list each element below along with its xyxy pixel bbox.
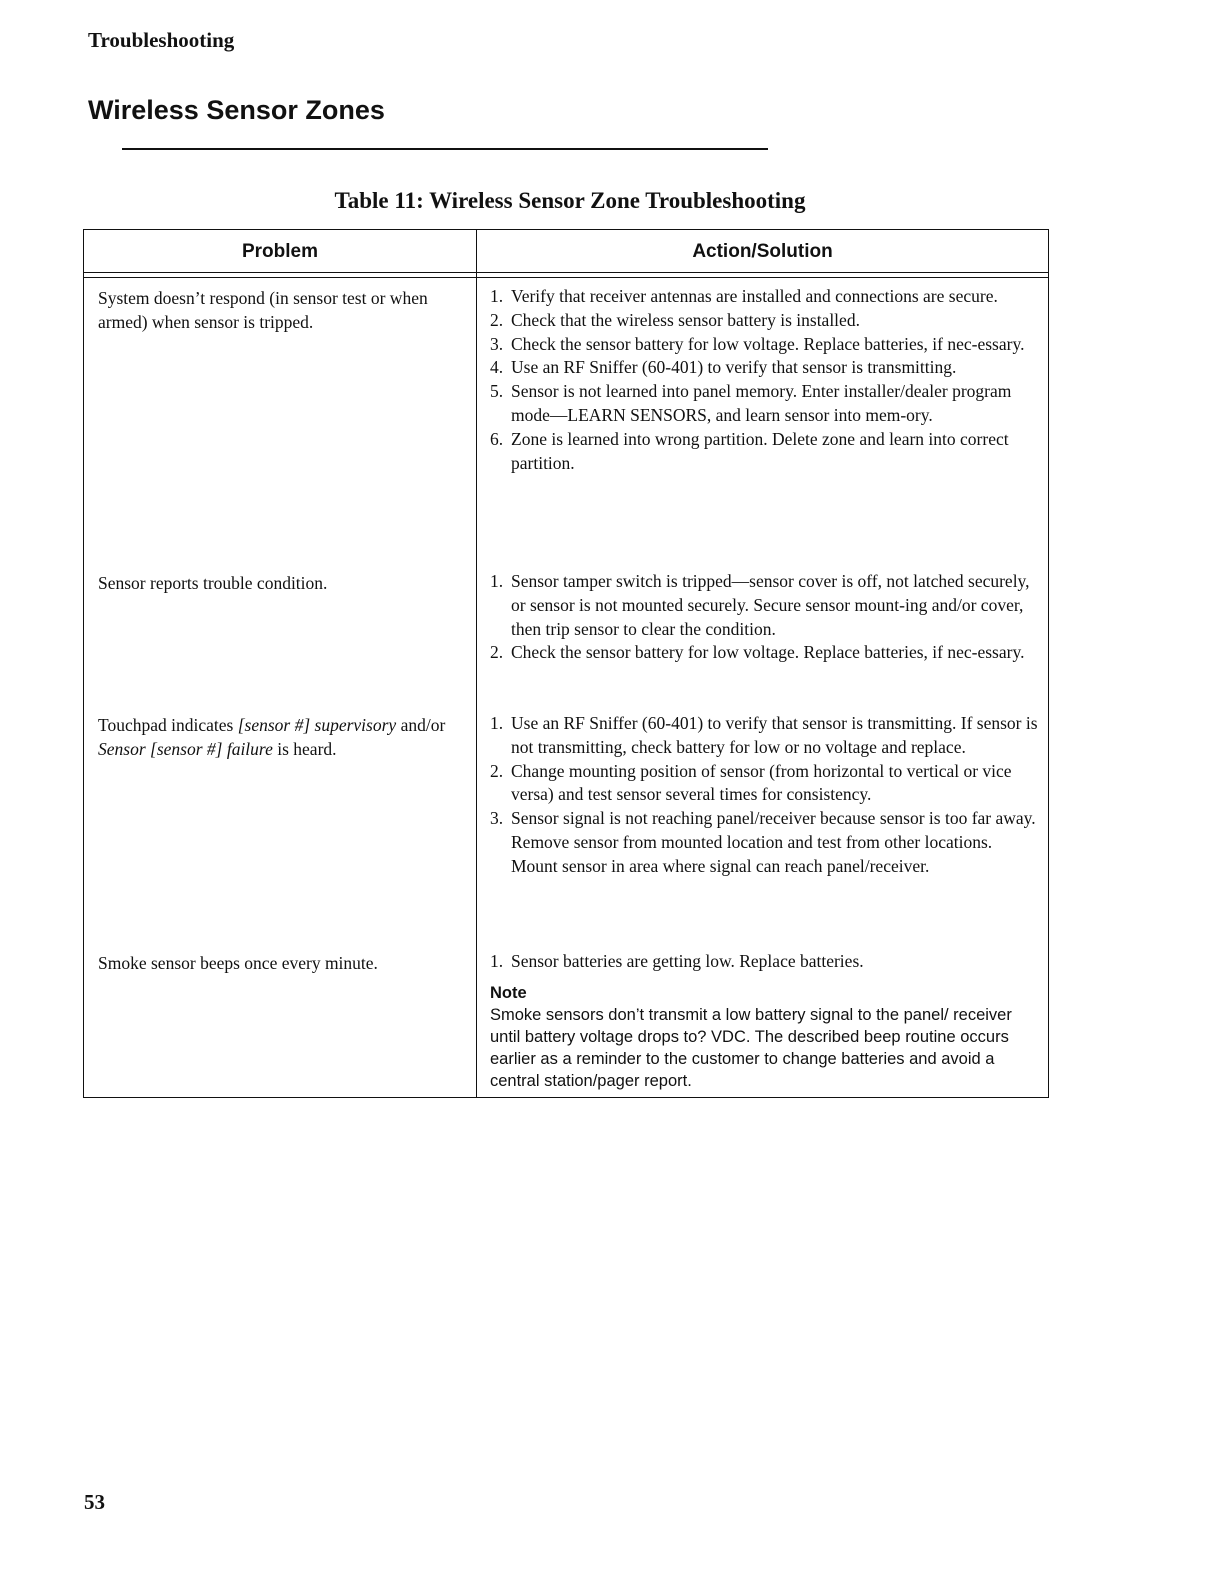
column-header-problem: Problem (241, 241, 319, 262)
problem-cell: Sensor reports trouble condition. (98, 573, 328, 593)
header-rule-top (84, 272, 1048, 273)
header-rule-bottom (84, 277, 1048, 278)
list-item: 2. Check that the wireless sensor battery is installed. (490, 309, 860, 330)
problem-cell: System doesn’t respond (in sensor test or when armed) when sensor is tripped. (98, 288, 428, 332)
action-cell (490, 570, 1042, 665)
list-item: 3. Sensor signal is not reaching panel/receiver because sensor is too far away. Remove sensor from mounted location and test from other locations. Mount sensor in area where signal can reach panel/receiver. (490, 808, 1036, 876)
list-item: 3. Check the sensor battery for low voltage. Replace batteries, if nec-essary. (490, 333, 1025, 354)
action-cell (490, 950, 1042, 1092)
list-item: 1. Use an RF Sniffer (60-401) to verify that sensor is transmitting. If sensor is not transmitting, check battery for low or no voltage and replace. (490, 713, 1038, 757)
action-cell (490, 285, 1042, 475)
running-head: Troubleshooting (88, 28, 235, 52)
title-rule (122, 148, 768, 150)
column-divider (476, 230, 477, 1098)
list-item: 1. Sensor tamper switch is tripped—sensor cover is off, not latched securely, or sensor is not mounted securely. Secure sensor mount-ing and/or cover, then trip sensor to clear the condition. (490, 571, 1030, 639)
note-text: Smoke sensors don’t transmit a low battery signal to the panel/ receiver until battery voltage drops to? VDC. The described beep routine occurs earlier as a reminder to the customer to change batteries and avoid a central station/pager report. (490, 1005, 1012, 1090)
problem-cell: Touchpad indicates [sensor #] supervisory and/or Sensor [sensor #] failure is heard. (98, 715, 446, 759)
note-label: Note (490, 983, 527, 1002)
list-item: 4. Use an RF Sniffer (60-401) to verify that sensor is transmitting. (490, 357, 957, 378)
page-number: 53 (84, 1490, 105, 1514)
list-item: 1. Sensor batteries are getting low. Replace batteries. (490, 951, 864, 971)
list-item: 2. Check the sensor battery for low voltage. Replace batteries, if nec-essary. (490, 642, 1025, 663)
column-header-action: Action/Solution (692, 241, 833, 262)
list-item: 5. Sensor is not learned into panel memory. Enter installer/dealer program mode—LEARN SENSORS, and learn sensor into mem-ory. (490, 381, 1012, 425)
list-item: 6. Zone is learned into wrong partition. Delete zone and learn into correct partition. (490, 428, 1009, 473)
action-cell (490, 712, 1042, 879)
section-title: Wireless Sensor Zones (88, 95, 385, 125)
list-item: 1. Verify that receiver antennas are installed and connections are secure. (490, 286, 998, 306)
list-item: 2. Change mounting position of sensor (from horizontal to vertical or vice versa) and test sensor several times for consistency. (490, 760, 1012, 805)
problem-cell: Smoke sensor beeps once every minute. (98, 953, 378, 973)
table-caption: Table 11: Wireless Sensor Zone Troubleshooting (334, 188, 806, 213)
